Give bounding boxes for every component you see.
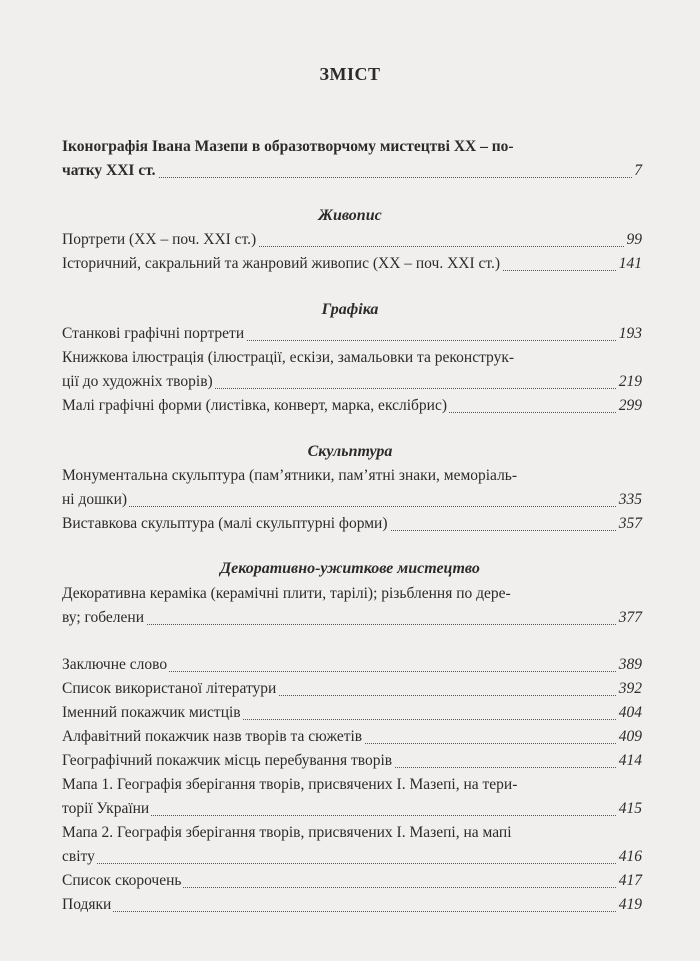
toc-entry-text: Список скорочень <box>62 872 182 889</box>
toc-line <box>62 228 642 252</box>
toc-entry-text: ву; гобелени <box>62 609 145 626</box>
page-number: 141 <box>617 252 642 276</box>
page-number: 409 <box>617 725 642 749</box>
toc-section-decorative <box>62 582 642 630</box>
toc-entry-text: Іменний покажчик мистців <box>62 704 241 721</box>
page-number: 419 <box>617 893 642 917</box>
toc-line <box>62 488 642 512</box>
page-number: 7 <box>632 159 642 183</box>
toc-entry-text: Портрети (XX – поч. XXI ст.) <box>62 231 257 248</box>
toc-entry-text: Алфавітний покажчик назв творів та сюжетів <box>62 728 363 745</box>
toc-entry-text: Мапа 1. Географія зберігання творів, присвячених І. Мазепі, на тери- <box>62 776 518 793</box>
toc-line <box>62 512 642 536</box>
toc-section-painting <box>62 228 642 276</box>
toc-entry-text: ні дошки) <box>62 491 128 508</box>
toc-entry-text: Мапа 2. Географія зберігання творів, присвячених І. Мазепі, на мапі <box>62 824 512 841</box>
section-heading-decorative: Декоративно-ужиткове мистецтво <box>220 560 480 577</box>
toc-line <box>62 159 642 183</box>
toc-entry-text: Книжкова ілюстрація (ілюстрації, ескізи, замальовки та реконструк- <box>62 349 515 366</box>
toc-line <box>62 701 642 725</box>
toc-entry-text: Іконографія Івана Мазепи в образотворчому мистецтві XX – по- <box>62 138 514 155</box>
page-number: 389 <box>617 653 642 677</box>
toc-entry-text: Заключне слово <box>62 656 168 673</box>
toc-line <box>62 464 642 488</box>
toc-line <box>62 582 642 606</box>
toc-line <box>62 370 642 394</box>
toc-line <box>62 322 642 346</box>
page-number: 299 <box>617 394 642 418</box>
toc-entry-text: Монументальна скульптура (пам’ятники, пам’ятні знаки, меморіаль- <box>62 467 518 484</box>
page-number: 415 <box>617 797 642 821</box>
toc-line <box>62 869 642 893</box>
page-number: 392 <box>617 677 642 701</box>
toc-line <box>62 749 642 773</box>
toc-line <box>62 653 642 677</box>
toc-entry-text: Малі графічні форми (листівка, конверт, марка, екслібрис) <box>62 397 447 414</box>
toc-section-sculpture <box>62 464 642 536</box>
page-number: 416 <box>617 845 642 869</box>
toc-entry-text: ції до художніх творів) <box>62 373 213 390</box>
section-heading-graphics: Графіка <box>321 301 379 318</box>
page-number: 219 <box>617 370 642 394</box>
dot-leader <box>62 863 642 864</box>
toc-line <box>62 394 642 418</box>
page-number: 99 <box>625 228 643 252</box>
toc-entry-text: світу <box>62 848 95 865</box>
toc-line <box>62 606 642 630</box>
toc-line <box>62 821 642 845</box>
page-number: 357 <box>617 512 642 536</box>
dot-leader <box>62 911 642 912</box>
toc-appendix <box>62 653 642 917</box>
toc-entry-text: Виставкова скульптура (малі скульптурні форми) <box>62 515 388 532</box>
toc-main-entry <box>62 135 642 183</box>
toc-entry-text: Декоративна кераміка (керамічні плити, тарілі); різьблення по дере- <box>62 585 511 602</box>
section-heading-painting: Живопис <box>318 207 382 224</box>
page-number: 193 <box>617 322 642 346</box>
dot-leader <box>62 506 642 507</box>
toc-line <box>62 346 642 370</box>
page-number: 335 <box>617 488 642 512</box>
section-heading-sculpture: Скульптура <box>307 443 393 460</box>
toc-line <box>62 135 642 159</box>
dot-leader <box>62 624 642 625</box>
toc-line <box>62 677 642 701</box>
page-number: 377 <box>617 606 642 630</box>
page-number: 404 <box>617 701 642 725</box>
toc-entry-text: Географічний покажчик місць перебування творів <box>62 752 393 769</box>
toc-line <box>62 252 642 276</box>
page-title: ЗМІСТ <box>319 64 381 84</box>
toc-entry-text: Історичний, сакральний та жанровий живопис (XX – поч. XXI ст.) <box>62 255 501 272</box>
toc-line <box>62 725 642 749</box>
toc-line <box>62 845 642 869</box>
toc-line <box>62 773 642 797</box>
toc-entry-text: Подяки <box>62 896 112 913</box>
toc-entry-text: торії України <box>62 800 150 817</box>
toc-section-graphics <box>62 322 642 418</box>
toc-entry-text: чатку XXI ст. <box>62 162 156 179</box>
page-number: 417 <box>617 869 642 893</box>
toc-entry-text: Список використаної літератури <box>62 680 277 697</box>
toc-line <box>62 797 642 821</box>
toc-line <box>62 893 642 917</box>
page-number: 414 <box>617 749 642 773</box>
toc-entry-text: Станкові графічні портрети <box>62 325 245 342</box>
